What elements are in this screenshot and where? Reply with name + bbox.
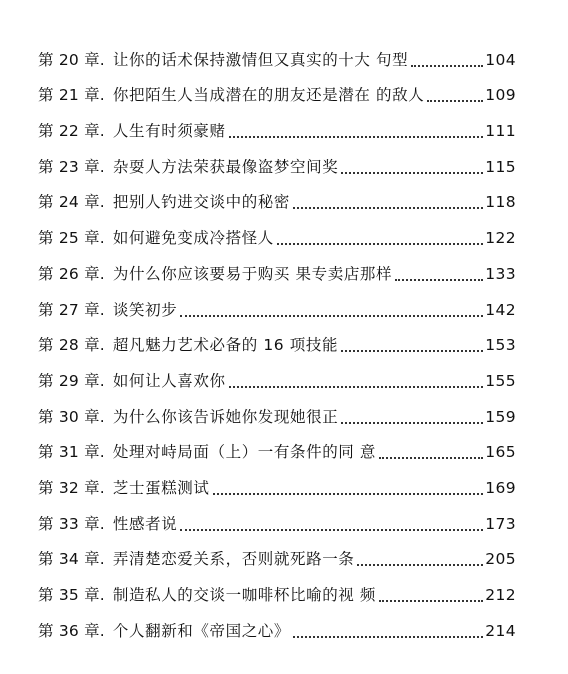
page-number: 104 xyxy=(485,50,516,69)
page-number: 115 xyxy=(485,157,516,176)
page-number: 212 xyxy=(485,586,516,604)
toc-entry[interactable] xyxy=(38,357,516,393)
dot-leader xyxy=(395,278,483,281)
chapter-title: 把别人钓进交谈中的秘密 xyxy=(112,193,291,212)
chapter-title: 为什么你该告诉她你发现她很正 xyxy=(112,407,339,426)
toc-entry[interactable] xyxy=(38,322,516,358)
toc-entry[interactable] xyxy=(38,36,516,72)
dot-leader xyxy=(180,528,483,531)
toc-entry[interactable] xyxy=(38,286,516,322)
chapter-title: 性感者说 xyxy=(112,514,178,533)
chapter-number: 第 27 章. xyxy=(38,300,105,319)
chapter-number: 第 20 章. xyxy=(38,50,105,69)
chapter-title: 让你的话术保持激情但又真实的十大 句型 xyxy=(112,50,409,69)
dot-leader xyxy=(229,385,484,388)
toc-entry[interactable] xyxy=(38,500,516,536)
dot-leader xyxy=(379,599,483,602)
dot-leader xyxy=(229,135,484,138)
toc-entry[interactable] xyxy=(38,607,516,643)
chapter-title: 制造私人的交谈一咖啡杯比喻的视 频 xyxy=(112,586,377,604)
page-number: 155 xyxy=(485,371,516,390)
page-number: 118 xyxy=(485,193,516,212)
chapter-number: 第 22 章. xyxy=(38,122,105,141)
chapter-title: 个人翻新和《帝国之心》 xyxy=(112,621,291,640)
dot-leader xyxy=(341,349,483,352)
chapter-title: 处理对峙局面（上）一有条件的同 意 xyxy=(112,443,377,462)
page-number: 133 xyxy=(485,264,516,283)
toc-entry[interactable] xyxy=(38,143,516,179)
chapter-number: 第 33 章. xyxy=(38,514,105,533)
chapter-number: 第 36 章. xyxy=(38,621,105,640)
toc-entry[interactable] xyxy=(38,464,516,500)
page-number: 165 xyxy=(485,443,516,462)
chapter-title: 杂耍人方法荣获最像盗梦空间奖 xyxy=(112,157,339,176)
chapter-title: 如何避免变成冷搭怪人 xyxy=(112,229,274,248)
dot-leader xyxy=(341,421,483,424)
page-number: 169 xyxy=(485,478,516,497)
page-number: 111 xyxy=(485,122,516,141)
page-number: 153 xyxy=(485,336,516,355)
toc-entry[interactable] xyxy=(38,179,516,215)
toc-entry[interactable] xyxy=(38,72,516,108)
chapter-title: 人生有时须豪赌 xyxy=(112,122,226,141)
chapter-number: 第 26 章. xyxy=(38,264,105,283)
chapter-title: 弄清楚恋爱关系，否则就死路一条 xyxy=(112,550,355,569)
chapter-title: 芝士蛋糕测试 xyxy=(112,478,210,497)
toc-entry[interactable] xyxy=(38,250,516,286)
toc-entry[interactable] xyxy=(38,571,516,607)
chapter-number: 第 23 章. xyxy=(38,157,105,176)
page-number: 122 xyxy=(485,229,516,248)
page-number: 214 xyxy=(485,621,516,640)
toc-entry[interactable] xyxy=(38,214,516,250)
dot-leader xyxy=(427,99,483,102)
chapter-title: 你把陌生人当成潜在的朋友还是潜在 的敌人 xyxy=(112,86,425,105)
dot-leader xyxy=(293,206,483,209)
dot-leader xyxy=(293,635,483,638)
chapter-title: 超凡魅力艺术必备的 16 项技能 xyxy=(112,336,339,355)
dot-leader xyxy=(341,171,483,174)
chapter-number: 第 21 章. xyxy=(38,86,105,105)
chapter-number: 第 25 章. xyxy=(38,229,105,248)
dot-leader xyxy=(213,492,484,495)
page-number: 109 xyxy=(485,86,516,105)
chapter-title: 为什么你应该要易于购买 果专卖店那样 xyxy=(112,264,393,283)
dot-leader xyxy=(180,314,483,317)
dot-leader xyxy=(411,64,483,67)
page-number: 205 xyxy=(485,550,516,569)
page-number: 142 xyxy=(485,300,516,319)
chapter-title: 如何让人喜欢你 xyxy=(112,371,226,390)
chapter-number: 第 29 章. xyxy=(38,371,105,390)
chapter-number: 第 35 章. xyxy=(38,586,105,604)
toc-entry[interactable] xyxy=(38,429,516,465)
toc-entry[interactable] xyxy=(38,107,516,143)
page-number: 173 xyxy=(485,514,516,533)
chapter-number: 第 24 章. xyxy=(38,193,105,212)
chapter-number: 第 28 章. xyxy=(38,336,105,355)
chapter-number: 第 32 章. xyxy=(38,478,105,497)
page-number: 159 xyxy=(485,407,516,426)
toc-entry[interactable] xyxy=(38,536,516,572)
chapter-number: 第 30 章. xyxy=(38,407,105,426)
dot-leader xyxy=(379,456,483,459)
table-of-contents xyxy=(38,36,516,643)
toc-entry[interactable] xyxy=(38,393,516,429)
chapter-number: 第 31 章. xyxy=(38,443,105,462)
dot-leader xyxy=(277,242,483,245)
chapter-number: 第 34 章. xyxy=(38,550,105,569)
dot-leader xyxy=(357,563,483,566)
chapter-title: 谈笑初步 xyxy=(112,300,178,319)
